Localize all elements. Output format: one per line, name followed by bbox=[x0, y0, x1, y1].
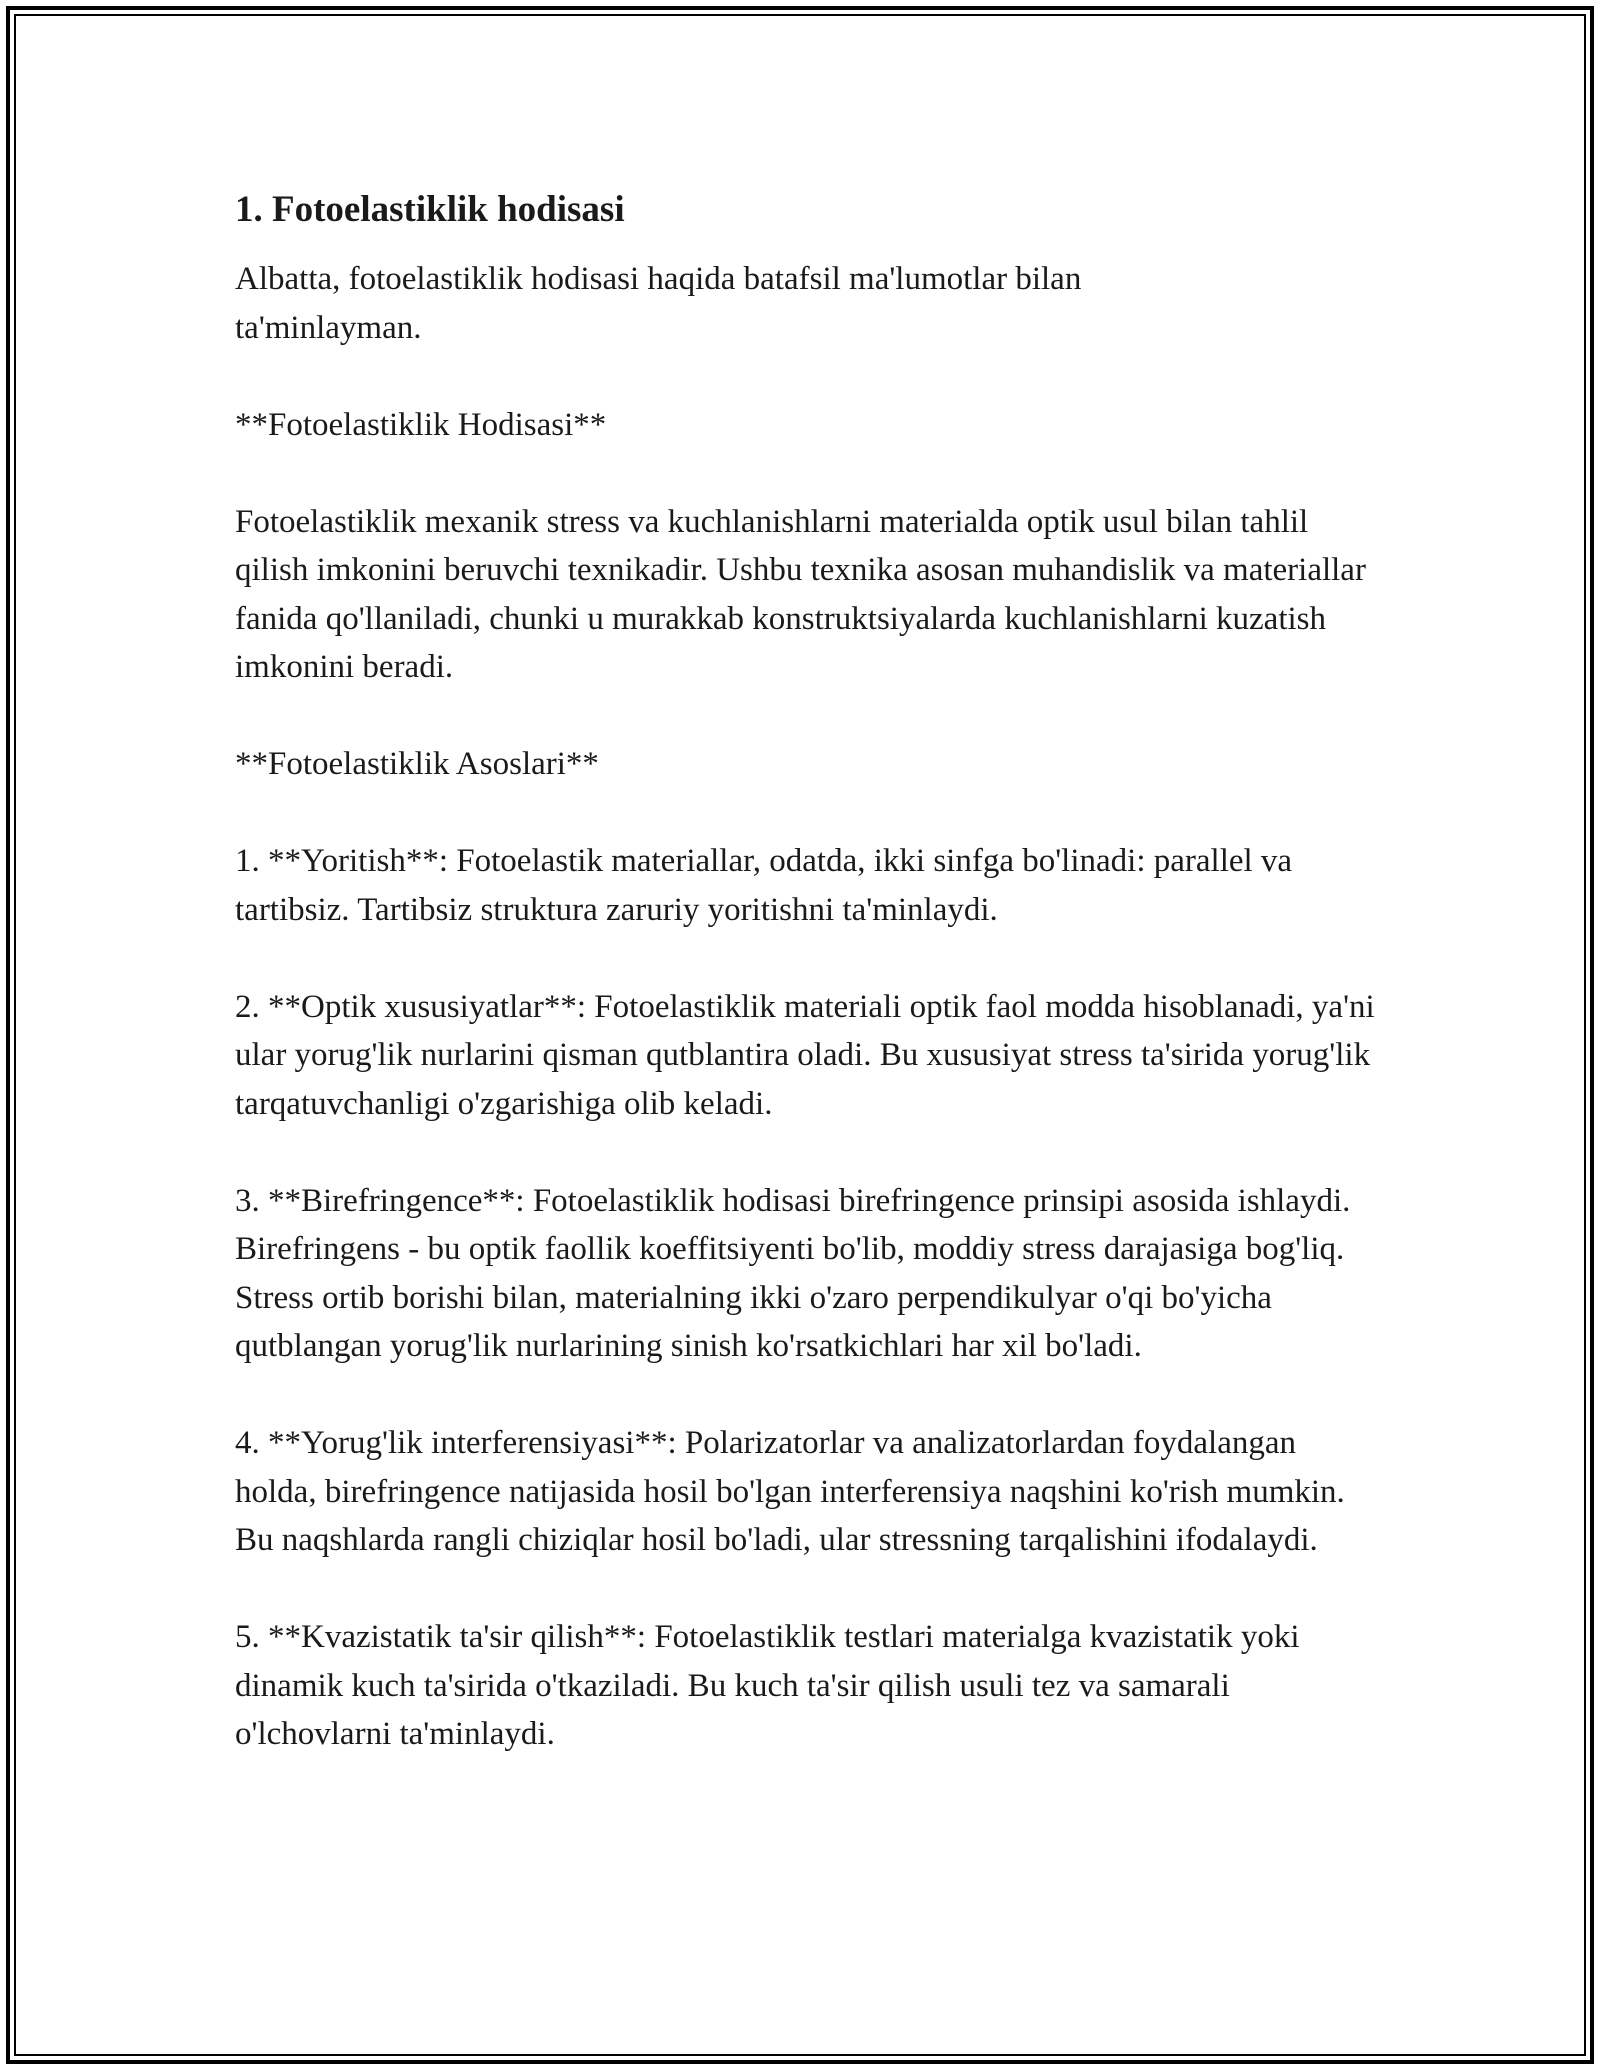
list-item-interferensiya: 4. **Yorug'lik interferensiyasi**: Polarizatorlar va analizatorlardan foydalangan holda, birefringence natijasida hosil bo'lgan interferensiya naqshini ko'rish mumkin. Bu naqshlarda rangli chiziqlar hosil bo'ladi, ular stressning tarqalishini ifodalaydi. bbox=[235, 1425, 1345, 1558]
intro-paragraph: Albatta, fotoelastiklik hodisasi haqida batafsil ma'lumotlar bilan ta'minlayman. bbox=[235, 261, 1082, 346]
section-heading-hodisasi: **Fotoelastiklik Hodisasi** bbox=[235, 406, 607, 443]
section-heading-asoslari: **Fotoelastiklik Asoslari** bbox=[235, 746, 599, 782]
document-title: 1. Fotoelastiklik hodisasi bbox=[235, 189, 625, 230]
document-body bbox=[235, 186, 1385, 1807]
list-item-optik-xususiyatlar: 2. **Optik xususiyatlar**: Fotoelastiklik materiali optik faol modda hisoblanadi, ya'ni ular yorug'lik nurlarini qisman qutblantira oladi. Bu xususiyat stress ta'sirida yorug'lik tarqatuvchanligi o'zgarishiga olib keladi. bbox=[235, 988, 1375, 1122]
list-item-birefringence: 3. **Birefringence**: Fotoelastiklik hodisasi birefringence prinsipi asosida ishlaydi. Birefringens - bu optik faollik koeffitsiyenti bo'lib, moddiy stress darajasiga bog'liq. Stress ortib borishi bilan, materialning ikki o'zaro perpendikulyar o'qi bo'yicha qutblangan yorug'lik nurlarining sinish ko'rsatkichlari har xil bo'ladi. bbox=[235, 1182, 1351, 1364]
list-item-kvazistatik: 5. **Kvazistatik ta'sir qilish**: Fotoelastiklik testlari materialga kvazistatik yoki dinamik kuch ta'sirida o'tkaziladi. Bu kuch ta'sir qilish usuli tez va samarali o'lchovlarni ta'minlaydi. bbox=[235, 1619, 1300, 1752]
definition-paragraph: Fotoelastiklik mexanik stress va kuchlanishlarni materialda optik usul bilan tahlil qilish imkonini beruvchi texnikadir. Ushbu texnika asosan muhandislik va materiallar fanida qo'llaniladi, chunki u murakkab konstruktsiyalarda kuchlanishlarni kuzatish imkonini beradi. bbox=[235, 503, 1366, 685]
list-item-yoritish: 1. **Yoritish**: Fotoelastik materiallar, odatda, ikki sinfga bo'linadi: parallel va tartibsiz. Tartibsiz struktura zaruriy yoritishni ta'minlaydi. bbox=[235, 843, 1293, 928]
